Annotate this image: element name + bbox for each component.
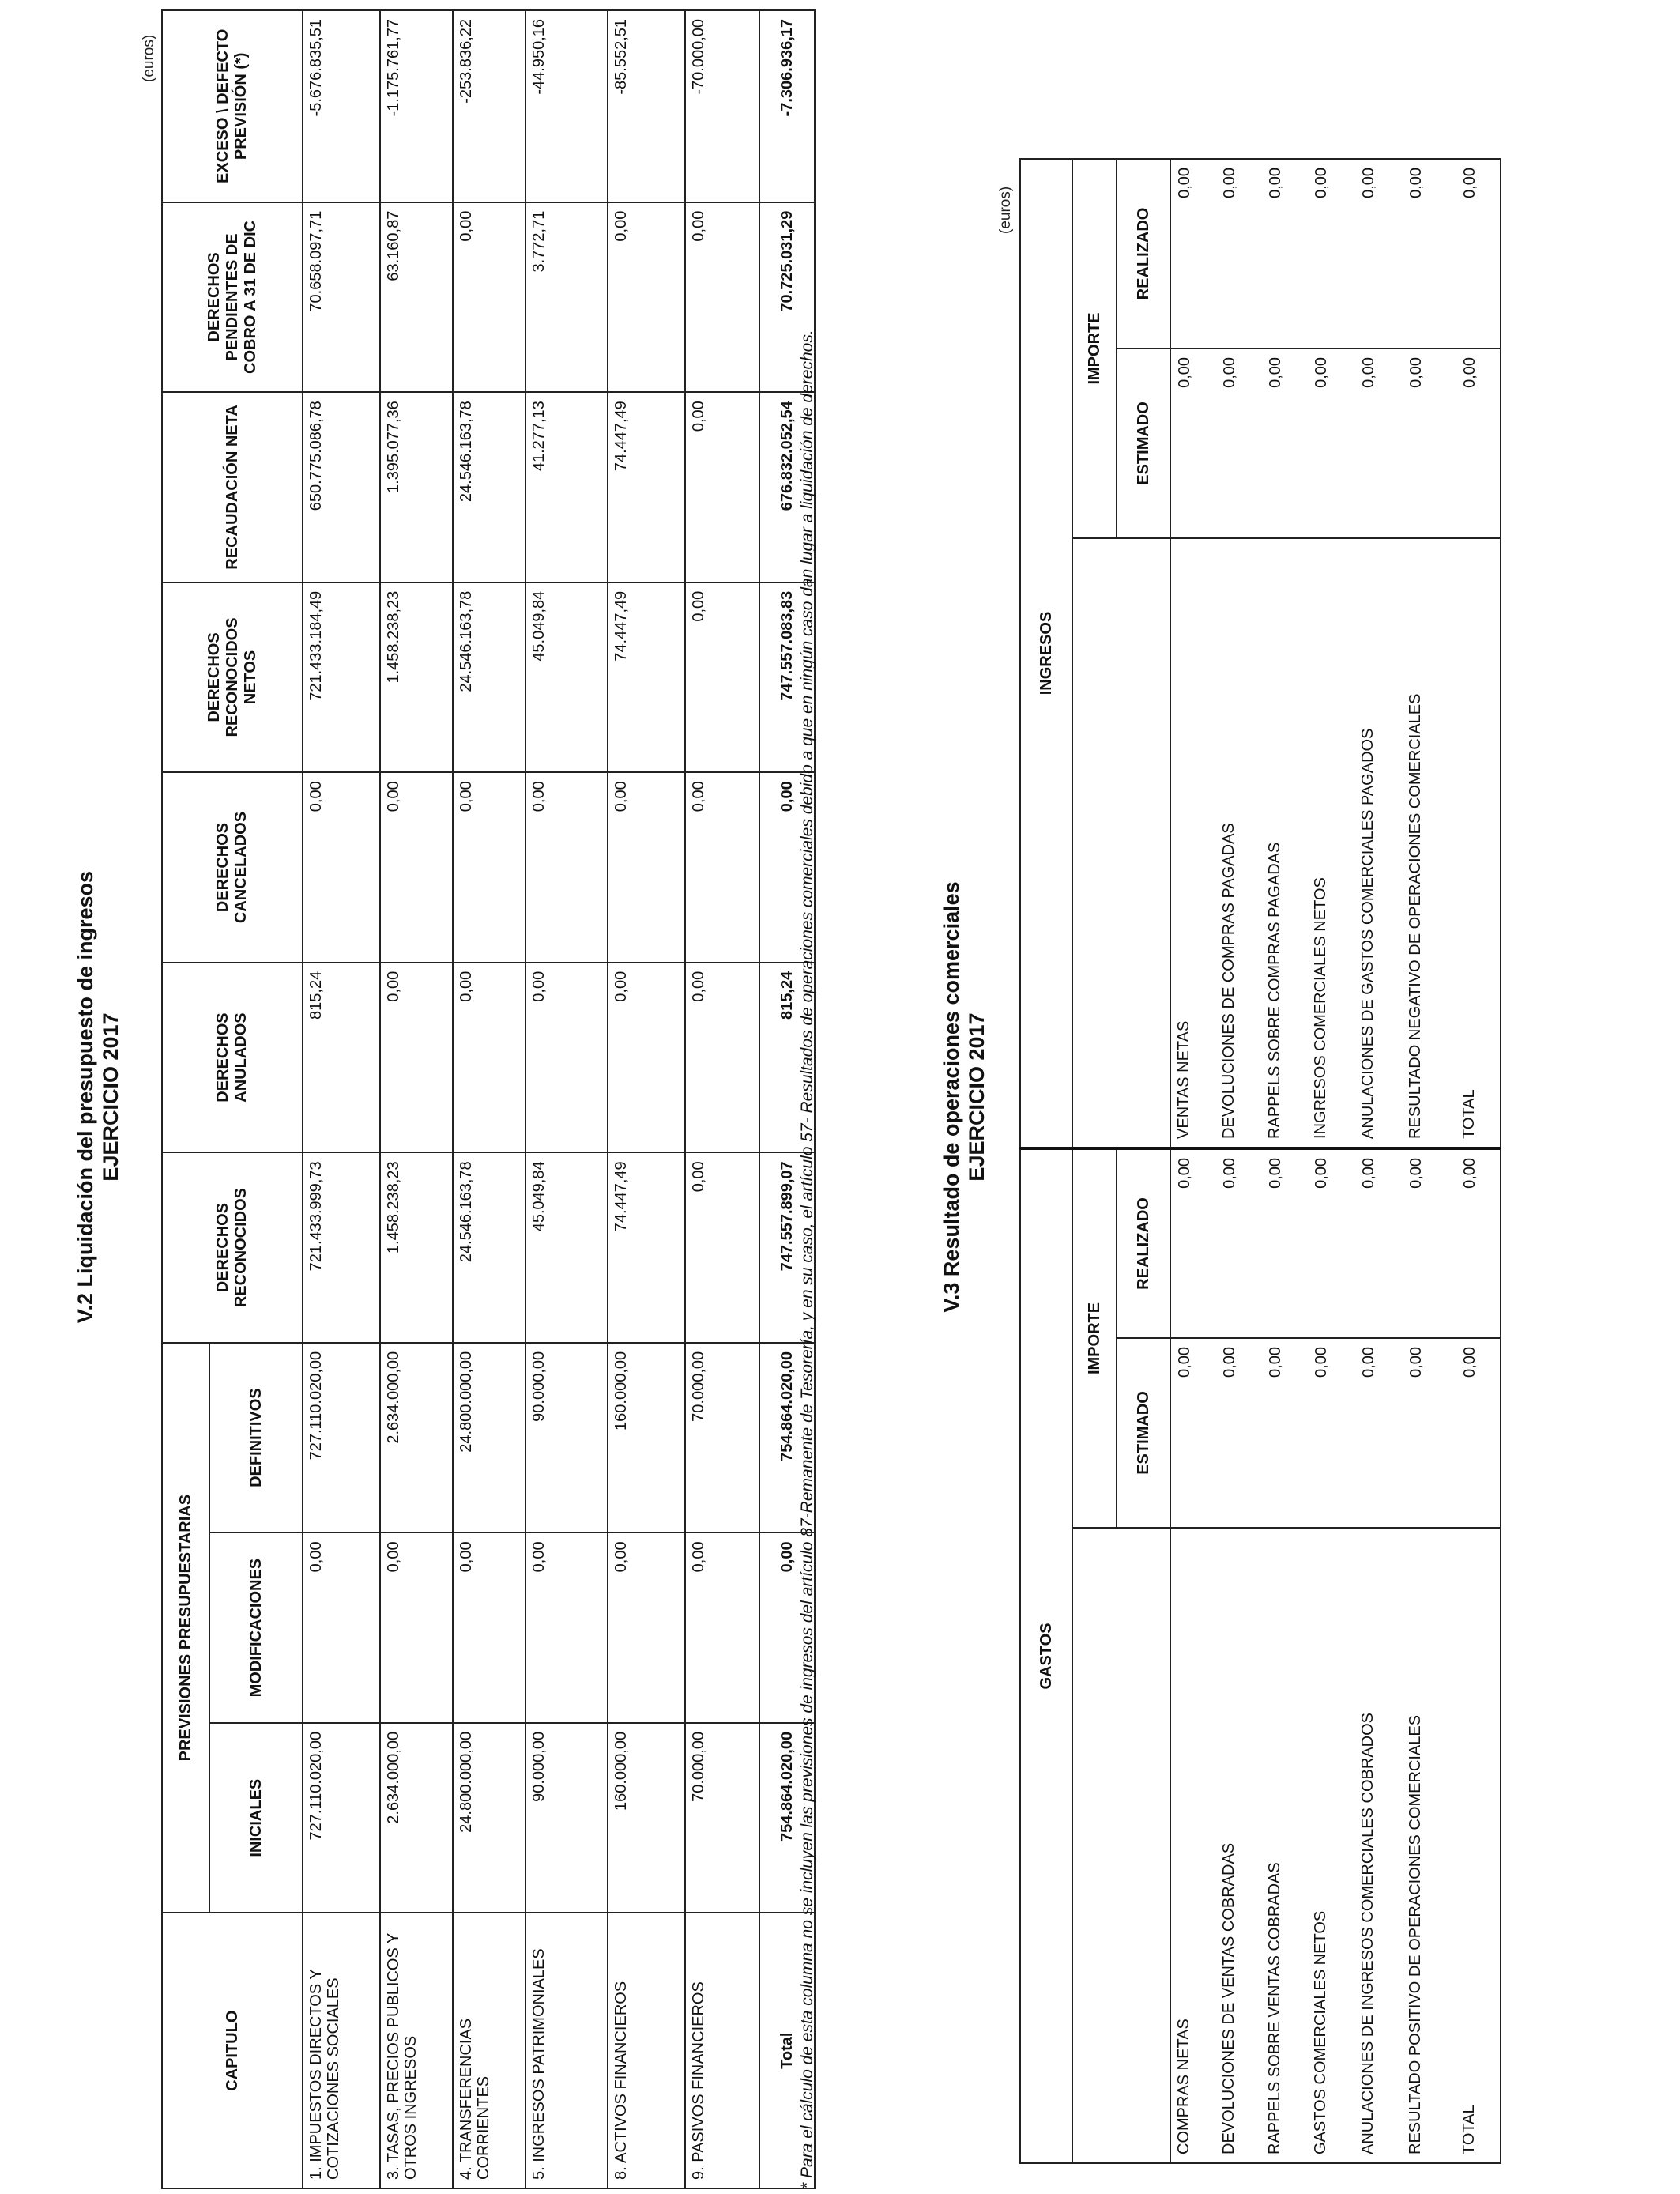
v3-table — [1019, 158, 1501, 2164]
cell-g_est: 0,00 — [1308, 1338, 1355, 1528]
cell-pendientes: 0,00 — [608, 202, 685, 393]
cell-pendientes: 0,00 — [685, 202, 759, 393]
table-row — [685, 10, 759, 2188]
v2-subtitle: EJERCICIO 2017 — [99, 1012, 122, 1182]
cell-anulados: 0,00 — [525, 963, 608, 1153]
cell-iniciales: 70.000,00 — [685, 1723, 759, 1913]
previsiones-header: PREVISIONES PRESUPUESTARIAS — [162, 1343, 209, 1913]
cell-cancelados: 0,00 — [453, 772, 525, 963]
cell-g_real: 0,00 — [1170, 1148, 1216, 1338]
cell-g_real: 0,00 — [1216, 1148, 1262, 1338]
gastos-importe-header: IMPORTE — [1072, 1148, 1117, 1528]
total-recaudacion: 676.832.052,54 — [759, 392, 815, 582]
cell-gasto: RAPPELS SOBRE VENTAS COBRADAS — [1262, 1528, 1308, 2163]
cell-netos: 1.458.238,23 — [380, 582, 453, 773]
list-item — [1170, 159, 1216, 2163]
cell-exceso: -44.950,16 — [525, 10, 608, 202]
cell-recaudacion: 1.395.077,36 — [380, 392, 453, 582]
table-row — [453, 10, 525, 2188]
cell-pendientes: 3.772,71 — [525, 202, 608, 393]
v2-units: (euros) — [141, 34, 157, 82]
cell-ingreso: RAPPELS SOBRE COMPRAS PAGADAS — [1262, 538, 1308, 1148]
cell-modificaciones: 0,00 — [525, 1532, 608, 1723]
cell-g_real: 0,00 — [1262, 1148, 1308, 1338]
total-netos: 747.557.083,83 — [759, 582, 815, 773]
cell-i_real: 0,00 — [1170, 159, 1216, 349]
cell-g_est: 0,00 — [1456, 1338, 1501, 1528]
cell-exceso: -1.175.761,77 — [380, 10, 453, 202]
col-netos: DERECHOS RECONOCIDOS NETOS — [162, 582, 303, 773]
cell-definitivos: 70.000,00 — [685, 1343, 759, 1533]
cell-g_est: 0,00 — [1355, 1338, 1403, 1528]
cell-netos: 721.433.184,49 — [303, 582, 380, 773]
total-exceso: -7.306.936,17 — [759, 10, 815, 202]
cell-i_real: 0,00 — [1456, 159, 1501, 349]
cell-capitulo: 3. TASAS, PRECIOS PUBLICOS Y OTROS INGRESOS — [380, 1913, 453, 2188]
cell-gasto: ANULACIONES DE INGRESOS COMERCIALES COBRADOS — [1355, 1528, 1403, 2163]
cell-i_est: 0,00 — [1170, 349, 1216, 538]
cell-i_real: 0,00 — [1262, 159, 1308, 349]
cell-exceso: -85.552,51 — [608, 10, 685, 202]
cell-i_real: 0,00 — [1216, 159, 1262, 349]
cell-anulados: 0,00 — [608, 963, 685, 1153]
cell-i_est: 0,00 — [1456, 349, 1501, 538]
cell-cancelados: 0,00 — [608, 772, 685, 963]
cell-netos: 0,00 — [685, 582, 759, 773]
total-definitivos: 754.864.020,00 — [759, 1343, 815, 1533]
cell-definitivos: 2.634.000,00 — [380, 1343, 453, 1533]
cell-iniciales: 90.000,00 — [525, 1723, 608, 1913]
list-item — [1456, 159, 1501, 2163]
cell-reconocidos: 74.447,49 — [608, 1152, 685, 1343]
col-anulados: DERECHOS ANULADOS — [162, 963, 303, 1153]
gastos-header: GASTOS — [1020, 1148, 1072, 2163]
cell-recaudacion: 24.546.163,78 — [453, 392, 525, 582]
cell-ingreso: DEVOLUCIONES DE COMPRAS PAGADAS — [1216, 538, 1262, 1148]
cell-netos: 45.049,84 — [525, 582, 608, 773]
cell-definitivos: 160.000,00 — [608, 1343, 685, 1533]
total-modificaciones: 0,00 — [759, 1532, 815, 1723]
cell-g_est: 0,00 — [1216, 1338, 1262, 1528]
ingresos-realizado-header: REALIZADO — [1117, 159, 1170, 349]
cell-anulados: 0,00 — [453, 963, 525, 1153]
cell-recaudacion: 0,00 — [685, 392, 759, 582]
ingresos-importe-header: IMPORTE — [1072, 159, 1117, 538]
cell-anulados: 0,00 — [685, 963, 759, 1153]
total-capitulo: Total — [759, 1913, 815, 2188]
cell-gasto: COMPRAS NETAS — [1170, 1528, 1216, 2163]
cell-capitulo: 9. PASIVOS FINANCIEROS — [685, 1913, 759, 2188]
cell-ingreso: TOTAL — [1456, 538, 1501, 1148]
cell-i_real: 0,00 — [1308, 159, 1355, 349]
cell-g_real: 0,00 — [1355, 1148, 1403, 1338]
cell-cancelados: 0,00 — [303, 772, 380, 963]
cell-g_real: 0,00 — [1456, 1148, 1501, 1338]
list-item — [1216, 159, 1262, 2163]
cell-anulados: 815,24 — [303, 963, 380, 1153]
cell-definitivos: 90.000,00 — [525, 1343, 608, 1533]
cell-modificaciones: 0,00 — [303, 1532, 380, 1723]
v3-units: (euros) — [997, 186, 1014, 234]
cell-pendientes: 0,00 — [453, 202, 525, 393]
col-modificaciones: MODIFICACIONES — [209, 1532, 303, 1723]
cell-exceso: -253.836,22 — [453, 10, 525, 202]
cell-gasto: GASTOS COMERCIALES NETOS — [1308, 1528, 1355, 2163]
cell-recaudacion: 74.447,49 — [608, 392, 685, 582]
cell-gasto: DEVOLUCIONES DE VENTAS COBRADAS — [1216, 1528, 1262, 2163]
v2-footnote: * Para el cálculo de esta columna no se incluyen las previsiones de ingresos del artículo 87-Remanente de Tesorería, y en su caso, el artículo 57- Resultados de operaciones comerciales debido a que en ningún caso dan lugar a liquidación de derechos. — [798, 330, 816, 2189]
cell-gasto: RESULTADO POSITIVO DE OPERACIONES COMERCIALES — [1403, 1528, 1456, 2163]
list-item — [1403, 159, 1456, 2163]
cell-netos: 74.447,49 — [608, 582, 685, 773]
col-reconocidos: DERECHOS RECONOCIDOS — [162, 1152, 303, 1343]
cell-netos: 24.546.163,78 — [453, 582, 525, 773]
table-row — [525, 10, 608, 2188]
cell-modificaciones: 0,00 — [453, 1532, 525, 1723]
cell-cancelados: 0,00 — [380, 772, 453, 963]
v3-subtitle: EJERCICIO 2017 — [965, 1012, 989, 1182]
cell-g_est: 0,00 — [1262, 1338, 1308, 1528]
cell-iniciales: 24.800.000,00 — [453, 1723, 525, 1913]
table-row — [608, 10, 685, 2188]
cell-ingreso: INGRESOS COMERCIALES NETOS — [1308, 538, 1355, 1148]
ingresos-header: INGRESOS — [1020, 159, 1072, 1148]
col-exceso: EXCESO \ DEFECTO PREVISIÓN (*) — [162, 10, 303, 202]
cell-modificaciones: 0,00 — [380, 1532, 453, 1723]
list-item — [1308, 159, 1355, 2163]
cell-recaudacion: 41.277,13 — [525, 392, 608, 582]
col-iniciales: INICIALES — [209, 1723, 303, 1913]
cell-exceso: -5.676.835,51 — [303, 10, 380, 202]
cell-modificaciones: 0,00 — [608, 1532, 685, 1723]
cell-g_real: 0,00 — [1308, 1148, 1355, 1338]
cell-ingreso: RESULTADO NEGATIVO DE OPERACIONES COMERCIALES — [1403, 538, 1456, 1148]
cell-iniciales: 2.634.000,00 — [380, 1723, 453, 1913]
cell-definitivos: 24.800.000,00 — [453, 1343, 525, 1533]
cell-i_est: 0,00 — [1308, 349, 1355, 538]
col-capitulo: CAPITULO — [162, 1913, 303, 2188]
col-pendientes: DERECHOS PENDIENTES DE COBRO A 31 DE DIC — [162, 202, 303, 393]
list-item — [1355, 159, 1403, 2163]
list-item — [1262, 159, 1308, 2163]
table-row — [303, 10, 380, 2188]
cell-pendientes: 63.160,87 — [380, 202, 453, 393]
cell-reconocidos: 721.433.999,73 — [303, 1152, 380, 1343]
total-pendientes: 70.725.031,29 — [759, 202, 815, 393]
cell-i_est: 0,00 — [1262, 349, 1308, 538]
cell-pendientes: 70.658.097,71 — [303, 202, 380, 393]
col-recaudacion: RECAUDACIÓN NETA — [162, 392, 303, 582]
cell-exceso: -70.000,00 — [685, 10, 759, 202]
gastos-estimado-header: ESTIMADO — [1117, 1338, 1170, 1528]
cell-i_est: 0,00 — [1403, 349, 1456, 538]
cell-reconocidos: 45.049,84 — [525, 1152, 608, 1343]
cell-modificaciones: 0,00 — [685, 1532, 759, 1723]
col-cancelados: DERECHOS CANCELADOS — [162, 772, 303, 963]
v3-title: V.3 Resultado de operaciones comerciales — [940, 881, 963, 1313]
cell-iniciales: 727.110.020,00 — [303, 1723, 380, 1913]
cell-recaudacion: 650.775.086,78 — [303, 392, 380, 582]
cell-i_est: 0,00 — [1355, 349, 1403, 538]
cell-ingreso: VENTAS NETAS — [1170, 538, 1216, 1148]
cell-anulados: 0,00 — [380, 963, 453, 1153]
cell-capitulo: 4. TRANSFERENCIAS CORRIENTES — [453, 1913, 525, 2188]
gastos-realizado-header: REALIZADO — [1117, 1148, 1170, 1338]
table-row — [380, 10, 453, 2188]
cell-definitivos: 727.110.020,00 — [303, 1343, 380, 1533]
cell-g_est: 0,00 — [1403, 1338, 1456, 1528]
cell-i_real: 0,00 — [1355, 159, 1403, 349]
cell-reconocidos: 0,00 — [685, 1152, 759, 1343]
ingresos-concept-header — [1072, 538, 1170, 1148]
cell-reconocidos: 1.458.238,23 — [380, 1152, 453, 1343]
col-definitivos: DEFINITIVOS — [209, 1343, 303, 1533]
cell-iniciales: 160.000,00 — [608, 1723, 685, 1913]
cell-cancelados: 0,00 — [685, 772, 759, 963]
gastos-concept-header — [1072, 1528, 1170, 2163]
ingresos-estimado-header: ESTIMADO — [1117, 349, 1170, 538]
cell-g_est: 0,00 — [1170, 1338, 1216, 1528]
cell-gasto: TOTAL — [1456, 1528, 1501, 2163]
v2-title: V.2 Liquidación del presupuesto de ingresos — [73, 870, 97, 1324]
cell-ingreso: ANULACIONES DE GASTOS COMERCIALES PAGADOS — [1355, 538, 1403, 1148]
cell-capitulo: 1. IMPUESTOS DIRECTOS Y COTIZACIONES SOCIALES — [303, 1913, 380, 2188]
cell-g_real: 0,00 — [1403, 1148, 1456, 1338]
total-iniciales: 754.864.020,00 — [759, 1723, 815, 1913]
cell-i_real: 0,00 — [1403, 159, 1456, 349]
cell-capitulo: 5. INGRESOS PATRIMONIALES — [525, 1913, 608, 2188]
cell-cancelados: 0,00 — [525, 772, 608, 963]
total-anulados: 815,24 — [759, 963, 815, 1153]
cell-i_est: 0,00 — [1216, 349, 1262, 538]
total-reconocidos: 747.557.899,07 — [759, 1152, 815, 1343]
v2-table — [161, 9, 816, 2189]
cell-capitulo: 8. ACTIVOS FINANCIEROS — [608, 1913, 685, 2188]
cell-reconocidos: 24.546.163,78 — [453, 1152, 525, 1343]
total-cancelados: 0,00 — [759, 772, 815, 963]
